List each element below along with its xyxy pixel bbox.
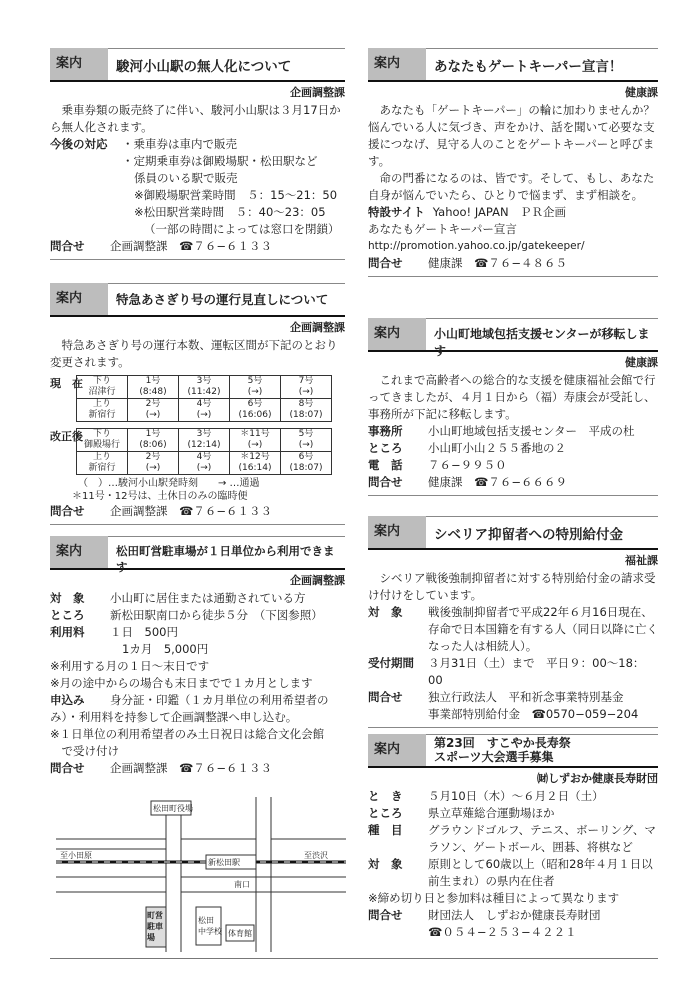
section-title: 小山町地域包括支援センターが移転します: [426, 318, 658, 350]
fee-1: １日 500円: [110, 625, 178, 639]
target-text: 原則として60歳以上（昭和28年４月１日以前生まれ）の県内在住者: [428, 857, 653, 888]
section-gatekeeper: [368, 48, 667, 277]
period-text: ３月31日（土）まで 平日９：00〜18：00: [428, 656, 645, 687]
section-support-center: [368, 318, 658, 496]
timetable-direction-cell: 下り 御殿場行: [77, 429, 128, 452]
map-town-hall: 松田町役場: [153, 804, 193, 813]
timetable: [76, 375, 332, 422]
bottom-rule: [50, 958, 658, 959]
timetable-cell: 5号 (→): [230, 376, 281, 399]
section-siberia: [368, 516, 658, 728]
target-label: 対 象: [50, 591, 85, 605]
timetable-cell: 2号 (→): [128, 399, 179, 422]
office-text: 小山町地域包括支援センター 平成の杜: [428, 424, 635, 438]
place-label: ところ: [368, 806, 403, 820]
section-title: 特急あさぎり号の運行見直しについて: [108, 283, 345, 315]
divider: [368, 727, 658, 728]
title-line-1: 第23回 すこやか長寿祭: [434, 736, 571, 750]
contact-text-1: 独立行政法人 平和祈念事業特別基金: [428, 690, 624, 704]
contact-text-2: ☎０５４−２５３−４２２１: [428, 925, 577, 939]
timetable-row: [77, 452, 332, 475]
notice-badge: 案内: [50, 536, 108, 568]
body-text-2: 命の門番になるのは、皆です。そして、もし、あなた自身が悩んでいたら、ひとりで悩まず、まず相談を。: [368, 171, 655, 202]
body-text: 乗車券類の販売終了に伴い、駿河小山駅は３月17日から無人化されます。: [50, 103, 341, 134]
section-title: あなたもゲートキーパー宣言！: [426, 48, 658, 80]
map-station: 新松田駅: [208, 858, 240, 867]
timetable-revised: [50, 428, 345, 475]
event-label: 種 目: [368, 823, 403, 837]
site-text: Yahoo! JAPAN ＰＲ企画: [432, 205, 567, 219]
section-title: 松田町営駐車場が１日単位から利用できます: [108, 536, 345, 568]
revised-label: 改正後: [50, 430, 83, 443]
date-label: と き: [368, 789, 403, 803]
timetable-row: [77, 399, 332, 422]
section-station-unmanned: [50, 48, 345, 260]
dept-label: ㈶しずおか健康長寿財団: [537, 772, 658, 785]
section-header: [50, 536, 345, 574]
dept-label: 健康課: [625, 86, 658, 99]
apply-label: 申込み: [50, 693, 85, 707]
map-gym: 体育館: [228, 929, 252, 938]
timetable: [76, 428, 332, 475]
note-2: ＊11号・12号は、土休日のみの臨時便: [72, 491, 248, 502]
timetable-row: [77, 429, 332, 452]
place-text: 県立草薙総合運動場ほか: [428, 806, 555, 820]
section-title: [426, 734, 658, 766]
contact-text: 健康課 ☎７６−６６６９: [428, 475, 567, 489]
office-label: 事務所: [368, 424, 403, 438]
section-header: [368, 734, 658, 768]
dept-label: 企画調整課: [290, 86, 345, 99]
section-longevity-sports: [368, 734, 658, 941]
notice-badge: 案内: [368, 48, 426, 80]
map-school: 松田 中学校: [198, 916, 222, 936]
contact-text: 健康課 ☎７６−４８６５: [428, 256, 567, 270]
body-text: これまで高齢者への総合的な支援を健康福祉会館で行ってきましたが、４月１日から（福）寿康会が受託し、事務所が下記に移転します。: [368, 373, 656, 421]
current-label: 現 在: [50, 377, 83, 390]
period-label: 受付期間: [368, 656, 414, 670]
dept-label: 企画調整課: [290, 574, 345, 587]
tel-text: ７６−９９５０: [428, 458, 507, 472]
map-to-shibusawa: 至渋沢: [304, 851, 328, 860]
note: ※締め切り日と参加料は種目によって異なります: [368, 891, 620, 905]
place-label: ところ: [50, 608, 85, 622]
apply-2: み）・利用料を持参して企画調整課へ申し込む。: [50, 710, 298, 724]
site-url[interactable]: http://promotion.yahoo.co.jp/gatekeeper/: [368, 240, 585, 252]
notice-badge: 案内: [50, 48, 108, 80]
body-text: 特急あさぎり号の運行本数、運転区間が下記のとおり変更されます。: [50, 338, 338, 369]
section-asagiri-express: [50, 283, 345, 525]
timetable-cell: 5号 (→): [281, 429, 332, 452]
contact-text-2: 事業部特別給付金 ☎0570−059−204: [428, 707, 639, 721]
section-header: [50, 283, 345, 317]
target-text: 小山町に居住または通勤されている方: [110, 591, 306, 605]
timetable-cell: 4号 (→): [179, 399, 230, 422]
contact-text: 企画調整課 ☎７６−６１３３: [110, 239, 272, 253]
measure-4: ※御殿場駅営業時間 ５：15〜21：50: [134, 188, 338, 202]
event-text: グラウンドゴルフ、テニス、ボーリング、マラソン、ゲートボール、囲碁、将棋など: [428, 823, 656, 854]
section-title: シベリア抑留者への特別給付金: [426, 516, 658, 548]
target-label: 対 象: [368, 857, 403, 871]
measure-3: 係員のいる駅で販売: [134, 171, 238, 185]
timetable-cell: 8号 (18:07): [281, 399, 332, 422]
contact-label: 問合せ: [50, 504, 85, 518]
timetable-cell: 3号 (11:42): [179, 376, 230, 399]
section-header: [368, 318, 658, 358]
dept-label: 企画調整課: [290, 321, 345, 334]
timetable-direction-cell: 上り 新宿行: [77, 399, 128, 422]
section-parking: [50, 536, 345, 777]
timetable-cell: ＊12号 (16:14): [230, 452, 281, 475]
note-2: ※月の途中からの場合も末日までで１カ月とします: [50, 676, 313, 690]
notice-badge: 案内: [50, 283, 108, 315]
divider: [368, 276, 658, 277]
contact-label: 問合せ: [368, 256, 403, 270]
timetable-direction-cell: 上り 新宿行: [77, 452, 128, 475]
measure-6: （一部の時間によっては窓口を閉鎖）: [144, 222, 340, 236]
parking-map: [56, 797, 346, 952]
timetable-cell: ＊11号 (→): [230, 429, 281, 452]
contact-text-1: 財団法人 しずおか健康長寿財団: [428, 908, 601, 922]
notice-badge: 案内: [368, 516, 426, 548]
timetable-cell: 7号 (→): [281, 376, 332, 399]
apply-1: 身分証・印鑑（１カ月単位の利用希望者の: [110, 693, 329, 707]
fee-2: 1カ月 5,000円: [122, 642, 209, 656]
measure-5: ※松田駅営業時間 ５：40〜23：05: [134, 205, 326, 219]
body-text: シベリア戦後強制抑留者に対する特別給付金の請求受け付けをしています。: [368, 571, 656, 602]
map-parking: 町営 駐車場: [147, 911, 163, 942]
section-header: [368, 48, 658, 82]
contact-text: 企画調整課 ☎７６−６１３３: [110, 761, 272, 775]
divider: [50, 524, 345, 525]
timetable-cell: 6号 (16:06): [230, 399, 281, 422]
site-label: 特設サイト: [368, 205, 425, 219]
divider: [50, 259, 345, 260]
timetable-current: [50, 375, 345, 422]
timetable-cell: 1号 (8:06): [128, 429, 179, 452]
target-text: 戦後強制抑留者で平成22年６月16日現在、存命で日本国籍を有する人（同日以降に亡くなった人は相続人）。: [428, 605, 658, 653]
place-text: 小山町小山２５５番地の２: [428, 441, 566, 455]
dept-label: 健康課: [625, 356, 658, 369]
site-text-2: あなたもゲートキーパー宣言: [368, 222, 517, 236]
measure-2: ・定期乗車券は御殿場駅・松田駅など: [122, 154, 318, 168]
target-label: 対 象: [368, 605, 403, 619]
contact-label: 問合せ: [50, 761, 85, 775]
contact-label: 問合せ: [368, 908, 403, 922]
place-text: 新松田駅南口から徒歩５分 （下図参照）: [110, 608, 323, 622]
contact-label: 問合せ: [368, 475, 403, 489]
note-1: ※利用する月の１日〜末日です: [50, 659, 210, 673]
date-text: ５月10日（木）〜６月２日（土）: [428, 789, 604, 803]
contact-text: 企画調整課 ☎７６−６１３３: [110, 504, 272, 518]
title-line-2: スポーツ大会選手募集: [434, 750, 554, 764]
measures-label: 今後の対応: [50, 137, 108, 151]
note-4: で受け付け: [61, 744, 119, 758]
section-header: [368, 516, 658, 550]
note-3: ※１日単位の利用希望者のみ土日祝日は総合文化会館: [50, 727, 325, 741]
timetable-cell: 4号 (→): [179, 452, 230, 475]
place-label: ところ: [368, 441, 403, 455]
section-header: [50, 48, 345, 82]
dept-label: 福祉課: [625, 554, 658, 567]
timetable-cell: 6号 (18:07): [281, 452, 332, 475]
contact-label: 問合せ: [368, 690, 403, 704]
timetable-cell: 1号 (8:48): [128, 376, 179, 399]
timetable-cell: 3号 (12:14): [179, 429, 230, 452]
map-south-exit: 南口: [234, 880, 250, 889]
timetable-cell: 2号 (→): [128, 452, 179, 475]
fee-label: 利用料: [50, 625, 85, 639]
contact-label: 問合せ: [50, 239, 85, 253]
measure-1: ・乗車券は車内で販売: [122, 137, 237, 151]
divider: [368, 495, 658, 496]
section-title: 駿河小山駅の無人化について: [108, 48, 345, 80]
timetable-row: [77, 376, 332, 399]
notice-badge: 案内: [368, 734, 426, 766]
map-to-odawara: 至小田原: [60, 851, 92, 860]
timetable-direction-cell: 下り 沼津行: [77, 376, 128, 399]
note-1: （ ）…駿河小山駅発時刻 → …通過: [78, 478, 260, 489]
body-text-1: あなたも「ゲートキーパー」の輪に加わりませんか？ 悩んでいる人に気づき、声をかけ、話を聞いて必要な支援につなげ、見守る人のことをゲートキーパーと呼びます。: [368, 103, 667, 168]
notice-badge: 案内: [368, 318, 426, 350]
tel-label: 電 話: [368, 458, 403, 472]
